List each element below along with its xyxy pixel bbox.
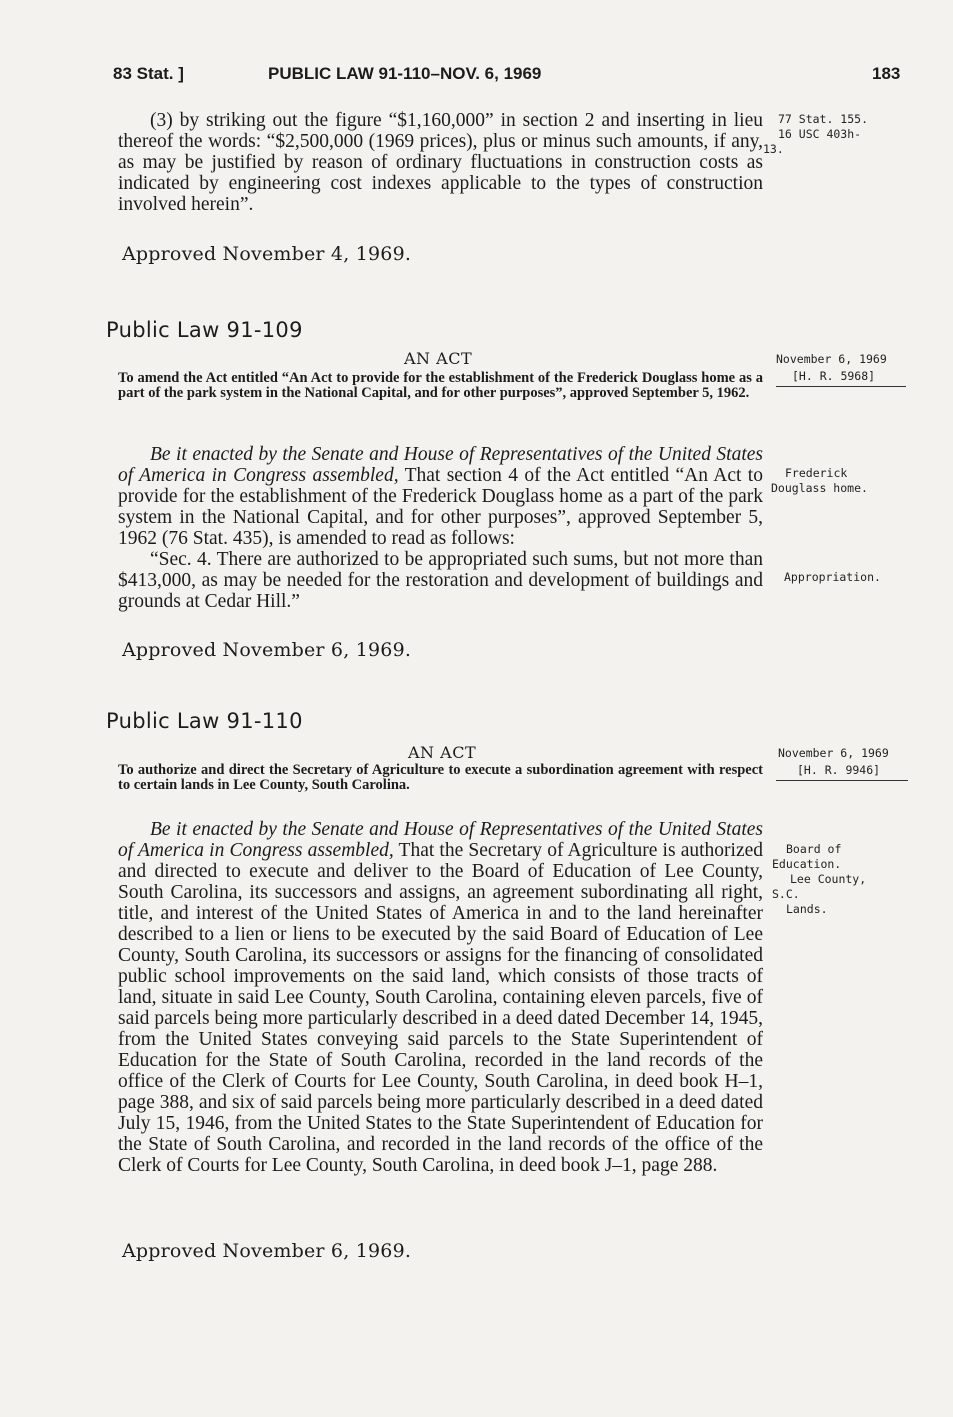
approved-date-3: Approved November 6, 1969. — [122, 1240, 412, 1262]
margin-bill-1: [H. R. 5968] — [792, 369, 876, 383]
public-law-91-109-heading: Public Law 91-109 — [106, 318, 303, 342]
enactment-paragraph-2 — [118, 819, 763, 1176]
margin-note-frederick-douglass: Frederick Douglass home. — [771, 466, 868, 495]
margin-note-citation — [763, 112, 869, 157]
section-4-text: “Sec. 4. There are authorized to be appropriated such sums, but not more than $413,000, as may be needed for the restoration and development of buildings and grounds at Cedar Hill.” — [118, 549, 763, 612]
margin-date-2: November 6, 1969 — [778, 746, 889, 760]
page-number: 183 — [872, 64, 901, 83]
approved-date-2: Approved November 6, 1969. — [122, 639, 412, 661]
margin-bill-2: [H. R. 9946] — [797, 763, 881, 777]
margin-note-appropriation: Appropriation. — [784, 570, 881, 584]
approved-date-1: Approved November 4, 1969. — [122, 243, 412, 265]
an-act-heading-1: AN ACT — [404, 349, 473, 368]
margin-line: 13. — [763, 142, 784, 156]
enacting-clause-1: Be it enacted by the Senate and House of Representatives of the United States of America in Congress assembled, — [118, 444, 763, 486]
act-title-1: To amend the Act entitled “An Act to provide for the establishment of the Frederick Douglass home as a part of the park system in the National Capital, and for other purposes”, approved September 5, 1962. — [118, 370, 763, 401]
stat-reference: 83 Stat. ] — [113, 64, 184, 83]
amendment-text: (3) by striking out the figure “$1,160,000” in section 2 and inserting in lieu thereof the words: “$2,500,000 (1969 prices), plus or minus such amounts, if any, as may be justified by reason of ordinary fluctuations in construction costs as indicated by engineering cost indexes applicable to the types of construction involved herein”. — [118, 110, 763, 215]
public-law-91-110-heading: Public Law 91-110 — [106, 709, 303, 733]
act-title-2: To authorize and direct the Secretary of Agriculture to execute a subordination agreement with respect to certain lands in Lee County, South Carolina. — [118, 762, 763, 793]
margin-note-lee-county: Board of Education. Lee County, S.C. Lands. — [772, 842, 867, 916]
amendment-paragraph — [118, 110, 763, 215]
enacting-clause-2: Be it enacted by the Senate and House of Representatives of the United States of America in Congress assembled, — [118, 819, 763, 861]
margin-date-1: November 6, 1969 — [776, 352, 887, 366]
enactment-body-1: That section 4 of the Act entitled “An Act to provide for the establishment of the Frederick Douglass home as a part of the park system in the National Capital, and for other purposes”, approved September 5, 1962 (76 Stat. 435), is amended to read as follows: — [118, 465, 763, 549]
enactment-paragraph-1 — [118, 444, 763, 612]
margin-line: 77 Stat. 155. — [778, 112, 869, 126]
an-act-heading-2: AN ACT — [408, 743, 477, 762]
margin-line: 16 USC 403h- — [778, 127, 862, 141]
margin-rule-1 — [776, 386, 906, 387]
running-head: PUBLIC LAW 91-110–NOV. 6, 1969 — [268, 64, 542, 83]
enactment-body-2: That the Secretary of Agriculture is authorized and directed to execute and deliver to the Board of Education of Lee County, South Carolina, its successors and assigns, an agreement subordinating all right, title, and interest of the United States of America in and to the land hereinafter described to a lien or liens to be executed by the said Board of Education of Lee County, South Carolina, its successors or assigns for the financing of consolidated public school improvements on the said land, which consists of those tracts of land, situate in said Lee County, South Carolina, containing eleven parcels, five of said parcels being more particularly described in a deed dated December 14, 1945, from the United States conveying said parcels to the State Superintendent of Education for the State of South Carolina, recorded in the land records of the office of the Clerk of Courts for Lee County, South Carolina, in deed book H–1, page 388, and six of said parcels being more particularly described in a deed dated July 15, 1946, from the United States to the State Superintendent of Education for the State of South Carolina, and recorded in the land records of the office of the Clerk of Courts for Lee County, South Carolina, in deed book J–1, page 288. — [118, 840, 764, 1176]
margin-rule-2 — [776, 780, 908, 781]
